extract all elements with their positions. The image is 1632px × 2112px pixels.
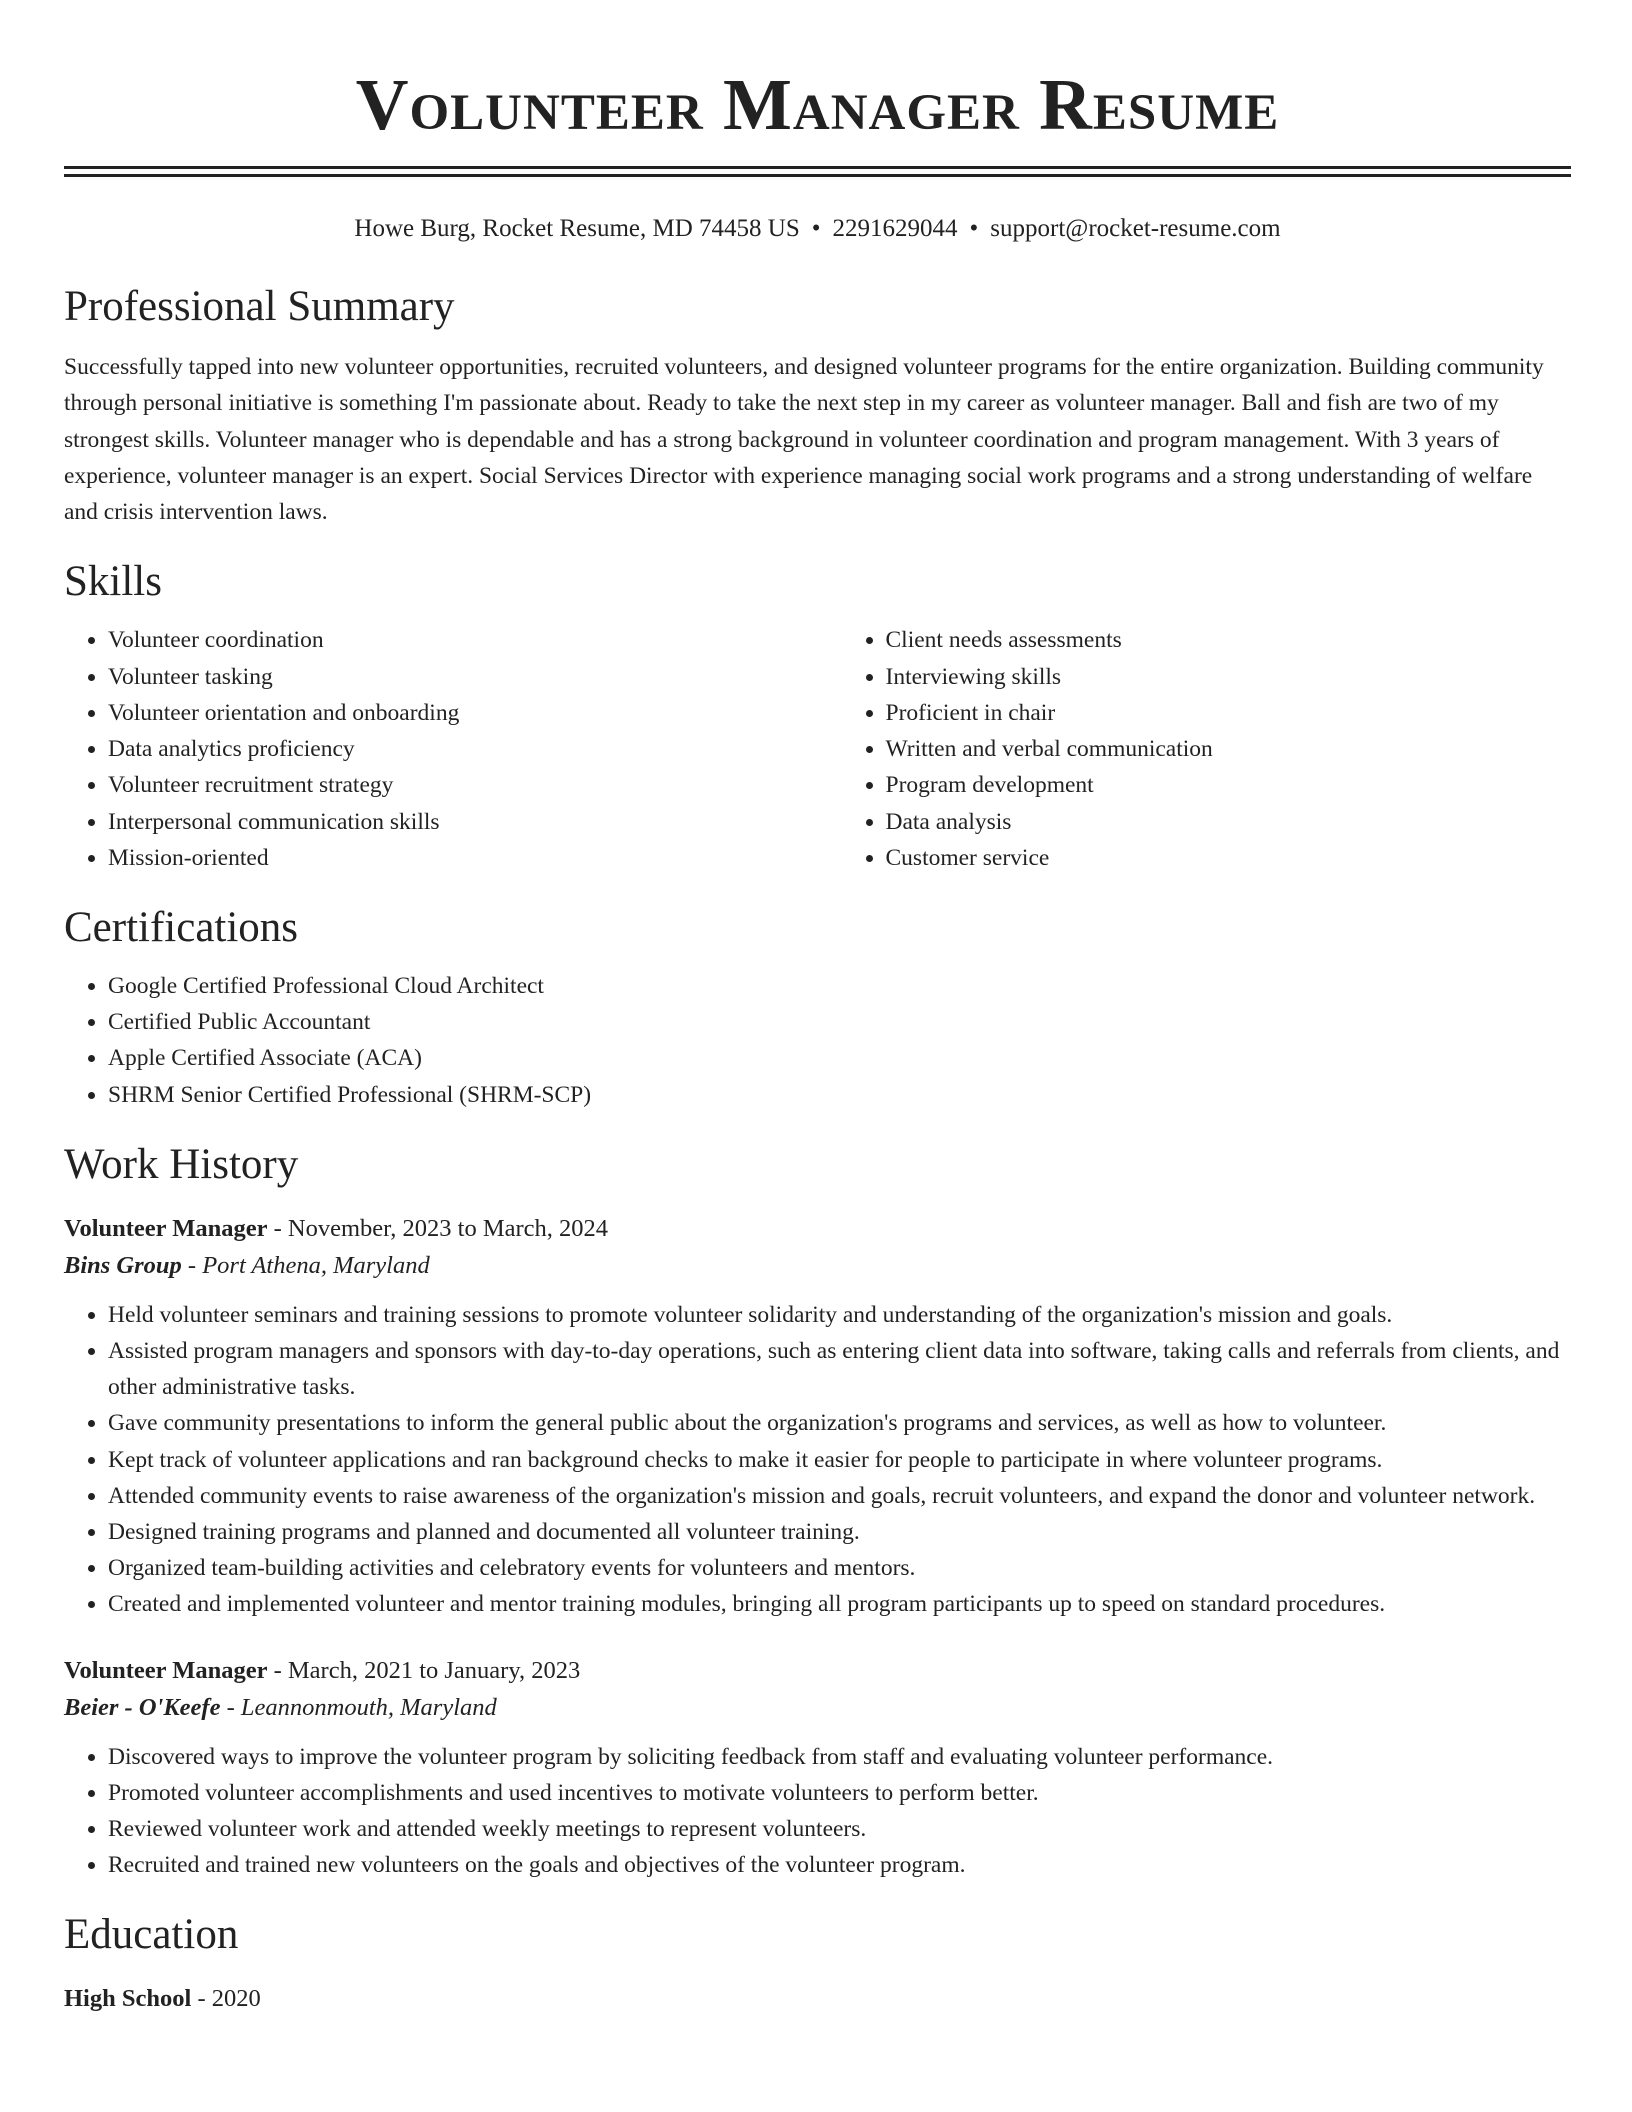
job-bullet: • Reviewed volunteer work and attended weekly meetings to represent volunteers. (108, 1811, 1571, 1847)
employer-name: Beier - O'Keefe (64, 1693, 221, 1721)
skill-item: • Client needs assessments (886, 622, 1572, 658)
skill-item: • Mission-oriented (108, 840, 794, 876)
job-bullet: • Created and implemented volunteer and mentor training modules, bringing all program participants up to speed on standard procedures. (108, 1586, 1571, 1622)
contact-address: Howe Burg, Rocket Resume, MD 74458 US (354, 215, 800, 242)
section-heading-education: Education (64, 1911, 239, 1959)
skill-item: • Program development (886, 767, 1572, 803)
job-title-line (64, 1653, 1571, 1689)
certification-item: • Apple Certified Associate (ACA) (108, 1040, 1571, 1076)
skill-item: • Volunteer tasking (108, 659, 794, 695)
job-dates: - November, 2023 to March, 2024 (267, 1214, 609, 1242)
skills-columns (64, 608, 1571, 875)
section-heading-skills: Skills (64, 558, 162, 606)
employer-location: - Leannonmouth, Maryland (220, 1693, 497, 1721)
certification-item: • Certified Public Accountant (108, 1004, 1571, 1040)
section-heading-summary: Professional Summary (64, 283, 455, 330)
summary-text: Successfully tapped into new volunteer opportunities, recruited volunteers, and designed volunteer programs for the entire organization. Building community through personal initiative is something I'm passionate about. Ready to take the next step in my career as volunteer manager. Ball and fish are two of my strongest skills. Volunteer manager who is dependable and has a strong background in volunteer coordination and program management. With 3 years of experience, volunteer manager is an expert. Social Services Director with experience managing social work programs and a strong understanding of welfare and crisis intervention laws. (64, 354, 1544, 526)
job-title-line (64, 1211, 1571, 1247)
certifications-list (64, 968, 1571, 1113)
job-bullet: • Assisted program managers and sponsors with day-to-day operations, such as entering client data into software, taking calls and referrals from clients, and other administrative tasks. (108, 1333, 1571, 1405)
title-double-rule (64, 166, 1571, 177)
job-bullet: • Attended community events to raise awareness of the organization's mission and goals, recruit volunteers, and expand the donor and volunteer network. (108, 1478, 1571, 1514)
skill-item: • Data analysis (886, 804, 1572, 840)
job-bullets (64, 1297, 1571, 1623)
job-bullet: • Gave community presentations to inform the general public about the organization's programs and services, as well as how to volunteer. (108, 1405, 1571, 1441)
skill-item: • Customer service (886, 840, 1572, 876)
skill-item: • Volunteer coordination (108, 622, 794, 658)
job-entry (64, 1211, 1571, 1623)
job-bullet: • Organized team-building activities and celebratory events for volunteers and mentors. (108, 1550, 1571, 1586)
skill-item: • Volunteer orientation and onboarding (108, 695, 794, 731)
contact-separator: • (969, 215, 979, 242)
employer-location: - Port Athena, Maryland (181, 1251, 430, 1279)
education-year: - 2020 (191, 1985, 261, 2013)
resume-title: Volunteer Manager Resume (355, 64, 1280, 145)
section-heading-work-history: Work History (64, 1140, 299, 1188)
contact-line (64, 213, 1571, 245)
skill-item: • Interviewing skills (886, 659, 1572, 695)
skill-item: • Interpersonal communication skills (108, 804, 794, 840)
skills-section (64, 556, 1571, 875)
job-bullet: • Held volunteer seminars and training sessions to promote volunteer solidarity and understanding of the organization's mission and goals. (108, 1297, 1571, 1333)
work-history-section (64, 1139, 1571, 1884)
contact-email: support@rocket-resume.com (990, 215, 1281, 242)
skill-item: • Proficient in chair (886, 695, 1572, 731)
job-title: Volunteer Manager (64, 1214, 268, 1242)
certification-item: • SHRM Senior Certified Professional (SHRM-SCP) (108, 1077, 1571, 1113)
skill-item: • Written and verbal communication (886, 731, 1572, 767)
job-bullet: • Kept track of volunteer applications and ran background checks to make it easier for people to participate in where volunteer programs. (108, 1442, 1571, 1478)
resume-page (64, 0, 1571, 2017)
job-bullet: • Promoted volunteer accomplishments and used incentives to motivate volunteers to perform better. (108, 1775, 1571, 1811)
job-bullets (64, 1739, 1571, 1884)
contact-phone: 2291629044 (832, 215, 958, 242)
section-heading-certifications: Certifications (64, 903, 299, 951)
employer-line (64, 1689, 1571, 1727)
employer-name: Bins Group (64, 1251, 182, 1279)
education-section (64, 1909, 1571, 2017)
certifications-section (64, 902, 1571, 1113)
education-entry (64, 1981, 1571, 2017)
skills-right-list (794, 622, 1572, 875)
skill-item: • Data analytics proficiency (108, 731, 794, 767)
education-degree: High School (64, 1985, 192, 2013)
skills-left-list (64, 622, 794, 875)
skill-item: • Volunteer recruitment strategy (108, 767, 794, 803)
job-entry (64, 1653, 1571, 1884)
job-bullet: • Designed training programs and planned and documented all volunteer training. (108, 1514, 1571, 1550)
job-bullet: • Discovered ways to improve the volunteer program by soliciting feedback from staff and evaluating volunteer performance. (108, 1739, 1571, 1775)
contact-separator: • (811, 215, 821, 242)
job-bullet: • Recruited and trained new volunteers on the goals and objectives of the volunteer program. (108, 1847, 1571, 1883)
job-dates: - March, 2021 to January, 2023 (267, 1656, 581, 1684)
job-title: Volunteer Manager (64, 1656, 268, 1684)
employer-line (64, 1247, 1571, 1285)
certification-item: • Google Certified Professional Cloud Architect (108, 968, 1571, 1004)
